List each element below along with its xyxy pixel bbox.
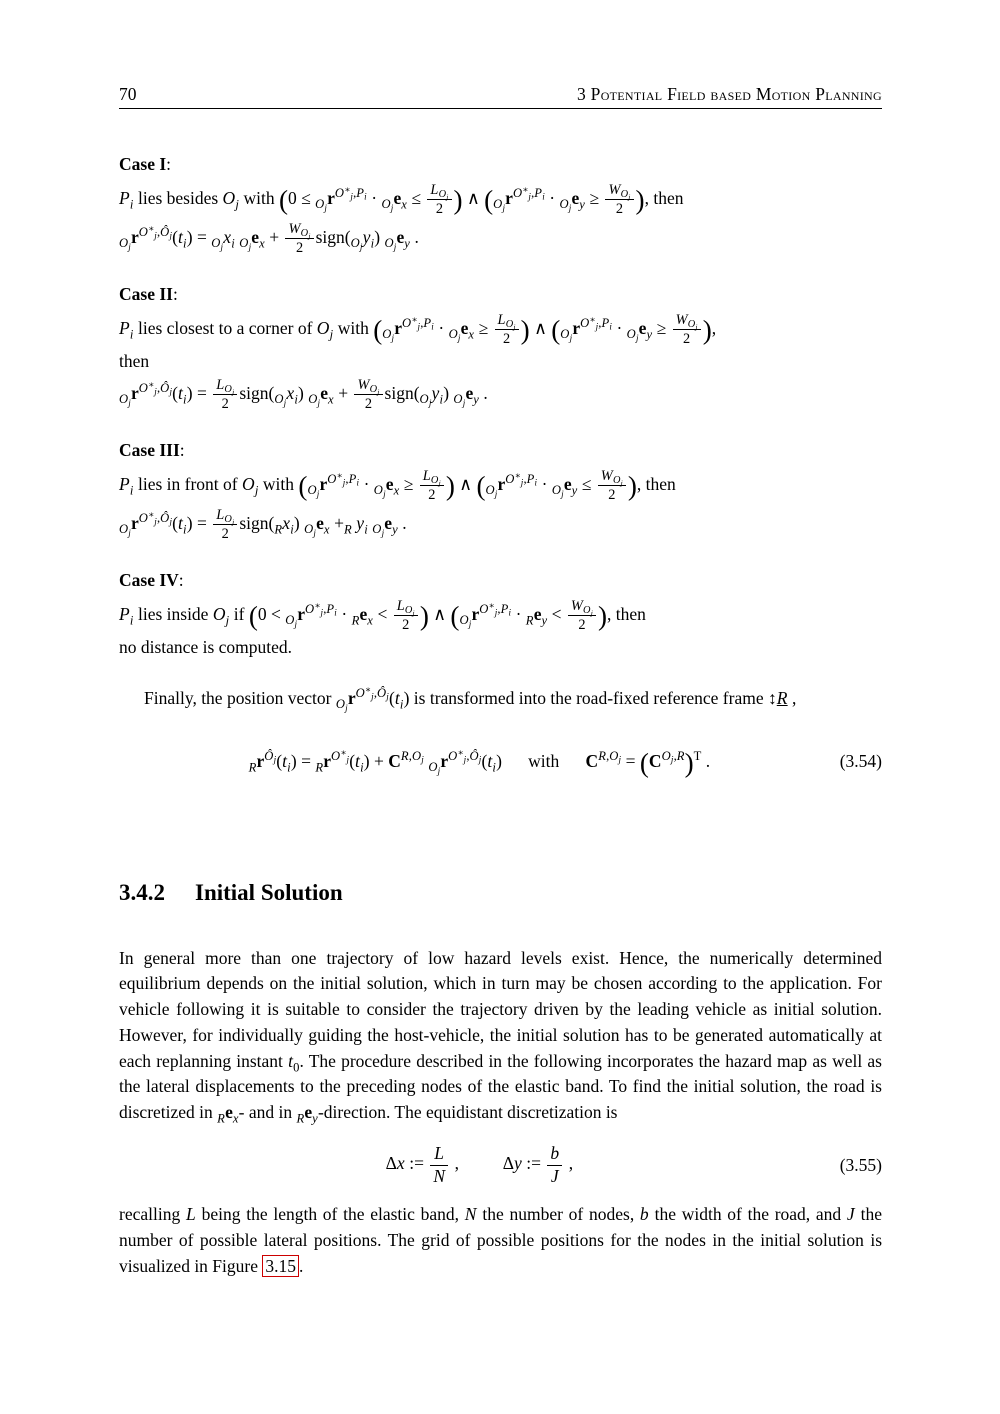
running-header: 3 Potential Field based Motion Planning (576, 84, 882, 104)
section-number: 3.4.2 (119, 879, 165, 905)
case-4-result: no distance is computed. (119, 637, 293, 657)
section-heading (119, 880, 882, 906)
page-number: 70 (119, 84, 137, 104)
case-1-condition: $P_i$ lies besides $O_j$ with ($0 \le _{O_j}r^{O^∗_j,P_i} \cdot _{O_j}e_x$ ≤ $\frac{L_{O_j}}{2}$ ) ∧ ($_{O_j}r^{O^∗_j,P_i} \cdot _{O_j}e_y$ ≥ $\frac{W_{O_j}}{2}$ ), then (119, 181, 684, 217)
case-4-condition: $P_i$ lies inside $O_j$ if ($0 < _{O_j}r^{O^∗_j,P_i} \cdot _Re_x$ < $\frac{L_{O_j}}{2}$ ) ∧ ($_{O_j}r^{O^∗_j,P_i} \cdot _Re_y$ < $\frac{W_{O_j}}{2}$ ), then (119, 597, 646, 633)
case-2-then: then (119, 351, 150, 371)
case-1-block (119, 151, 882, 257)
page-content (119, 0, 882, 1279)
case-3-equation: $_{O_j}r^{O^∗_j,Ô_j}(t_i)$ = $\frac{L_{O_j}}{2}$ $sign(_Rx_i)$ $_{O_j}e_x +_R$ $y_i$ $_{O_j}e_y$ . (119, 506, 407, 542)
section-title: Initial Solution (195, 879, 343, 905)
case-4-block (119, 567, 882, 660)
figure-3-15-link[interactable]: 3.15 (262, 1255, 299, 1277)
equation-3-54 (119, 740, 882, 784)
finally-paragraph: Finally, the position vector $_{O_j}r^{O^∗_j,Ô_j}(t_i)$ is transformed into the road-fixed reference frame ↕R , (144, 684, 797, 714)
equation-3-55-tag: (3.55) (839, 1154, 882, 1175)
case-2-equation: $_{O_j}r^{O^∗_j,Ô_j}(t_i)$ = $\frac{L_{O_j}}{2}$ $sign(_{O_j}x_i) _{O_j}e_x$ + $\frac{W_{O_j}}{2}$ $sign(_{O_j}y_i)$ $_{O_j}e_y$ . (119, 376, 488, 412)
case-2-block (119, 281, 882, 413)
equation-3-54-body: $_Rr^{Ô_j}(t_i) = _Rr^{O^∗_j}(t_i) + C^{R,O_j}$ $_{O_j}r^{O^∗_j,Ô_j}(t_i)$ with $C^{R,O_j} = (C^{O_j,R})^T$ . (248, 747, 711, 778)
case-1-equation: $_{O_j}r^{O^∗_j,Ô_j}(t_i) = _{O_j}x_i$ $_{O_j}e_x$ + $\frac{W_{O_j}}{2}$ $sign(_{O_j}y_i)$ $_{O_j}e_y$ . (119, 220, 419, 256)
frame-symbol: ↕R (768, 688, 788, 708)
header-rule (119, 108, 882, 109)
case-3-condition: $P_i$ lies in front of $O_j$ with ($_{O_j}r^{O^∗_j,P_i} \cdot _{O_j}e_x$ ≥ $\frac{L_{O_j}}{2}$ ) ∧ ($_{O_j}r^{O^∗_j,P_i} \cdot _{O_j}e_y$ ≤ $\frac{W_{O_j}}{2}$ ), then (119, 467, 676, 503)
paragraph-initial-solution: In general more than one trajectory of low hazard levels exist. Hence, the numerically determined equilibrium depends on the initial solution, which in turn may be chosen according to the application. For vehicle following it is suitable to consider the trajectory driven by the leading vehicle as initial solution. However, for individually guiding the host-vehicle, the initial solution has to be generated automatically at each replanning instant $t_0$. The procedure described in the following incorporates the hazard map as well as the lateral displacements to the preceding nodes of the elastic band. To find the initial solution, the road is discretized in $_Re_x-$ and in $_Re_y$-direction. The equidistant discretization is (119, 947, 882, 1126)
equation-3-55 (119, 1140, 882, 1190)
equation-3-54-tag: (3.54) (839, 751, 882, 771)
paragraph-recalling: recalling L being the length of the elastic band, N the number of nodes, b the width of the road, and J the number of possible lateral positions. The grid of possible positions for the nodes in the initial solution is visualized in Figure 3.15 . (119, 1204, 882, 1276)
equation-3-55-body: Δx := $\frac{L}{N}$ , Δy := $\frac{b}{J}$ , (385, 1142, 574, 1186)
case-1-title: Case I: (119, 154, 172, 174)
case-2-title: Case II: (119, 284, 178, 304)
page-header (119, 0, 882, 105)
case-4-title: Case IV: (119, 570, 184, 590)
case-3-title: Case III: (119, 440, 185, 460)
case-3-block (119, 437, 882, 543)
case-2-condition: $P_i$ lies closest to a corner of $O_j$ with ($_{O_j}r^{O^∗_j,P_i} \cdot _{O_j}e_x$ ≥ $\frac{L_{O_j}}{2}$ ) ∧ ($_{O_j}r^{O^∗_j,P_i} \cdot _{O_j}e_y$ ≥ $\frac{W_{O_j}}{2}$ ), (119, 311, 717, 347)
